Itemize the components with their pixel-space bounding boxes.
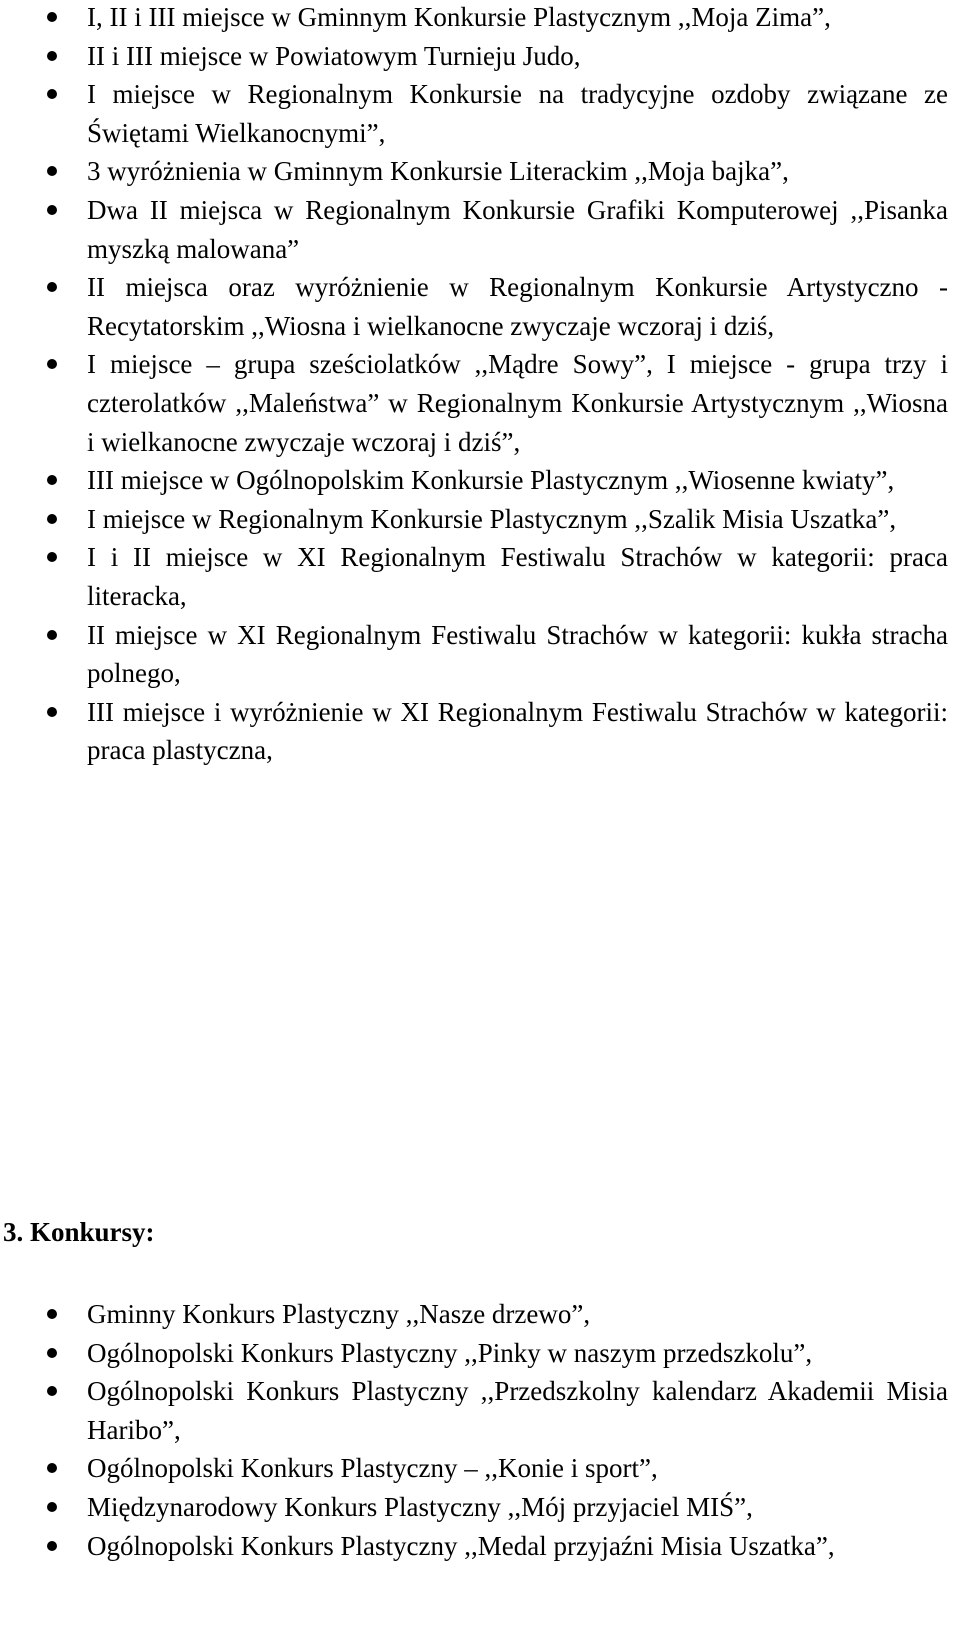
section-heading-konkursy: 3. Konkursy: <box>3 1217 155 1247</box>
list-item: Ogólnopolski Konkurs Plastyczny ,,Medal przyjaźni Misia Uszatka”, <box>87 1527 948 1566</box>
list-item: 3 wyróżnienia w Gminnym Konkursie Literackim ,,Moja bajka”, <box>87 152 948 191</box>
list-item: III miejsce w Ogólnopolskim Konkursie Plastycznym ,,Wiosenne kwiaty”, <box>87 461 948 500</box>
list-item: Ogólnopolski Konkurs Plastyczny ,,Przedszkolny kalendarz Akademii Misia Haribo”, <box>87 1372 948 1449</box>
list-item: I miejsce – grupa sześciolatków ,,Mądre Sowy”, I miejsce - grupa trzy i czterolatków ,,Maleństwa” w Regionalnym Konkursie Artystycznym ,,Wiosna i wielkanocne zwyczaje wczoraj i dziś”, <box>87 345 948 461</box>
list-item: Ogólnopolski Konkurs Plastyczny – ,,Konie i sport”, <box>87 1449 948 1488</box>
awards-list <box>87 0 948 770</box>
list-item: Gminny Konkurs Plastyczny ,,Nasze drzewo”, <box>87 1295 948 1334</box>
list-item: Ogólnopolski Konkurs Plastyczny ,,Pinky w naszym przedszkolu”, <box>87 1334 948 1373</box>
list-item: I miejsce w Regionalnym Konkursie na tradycyjne ozdoby związane ze Świętami Wielkanocnymi”, <box>87 75 948 152</box>
list-item: II i III miejsce w Powiatowym Turnieju Judo, <box>87 37 948 76</box>
list-item: II miejsca oraz wyróżnienie w Regionalnym Konkursie Artystyczno - Recytatorskim ,,Wiosna i wielkanocne zwyczaje wczoraj i dziś, <box>87 268 948 345</box>
list-item: I, II i III miejsce w Gminnym Konkursie Plastycznym ,,Moja Zima”, <box>87 0 948 37</box>
list-item: I i II miejsce w XI Regionalnym Festiwalu Strachów w kategorii: praca literacka, <box>87 538 948 615</box>
list-item: II miejsce w XI Regionalnym Festiwalu Strachów w kategorii: kukła stracha polnego, <box>87 616 948 693</box>
list-item: I miejsce w Regionalnym Konkursie Plastycznym ,,Szalik Misia Uszatka”, <box>87 500 948 539</box>
list-item: Międzynarodowy Konkurs Plastyczny ,,Mój przyjaciel MIŚ”, <box>87 1488 948 1527</box>
list-item: Dwa II miejsca w Regionalnym Konkursie Grafiki Komputerowej ,,Pisanka myszką malowana” <box>87 191 948 268</box>
list-item: III miejsce i wyróżnienie w XI Regionalnym Festiwalu Strachów w kategorii: praca plastyczna, <box>87 693 948 770</box>
contests-list <box>87 1295 948 1565</box>
